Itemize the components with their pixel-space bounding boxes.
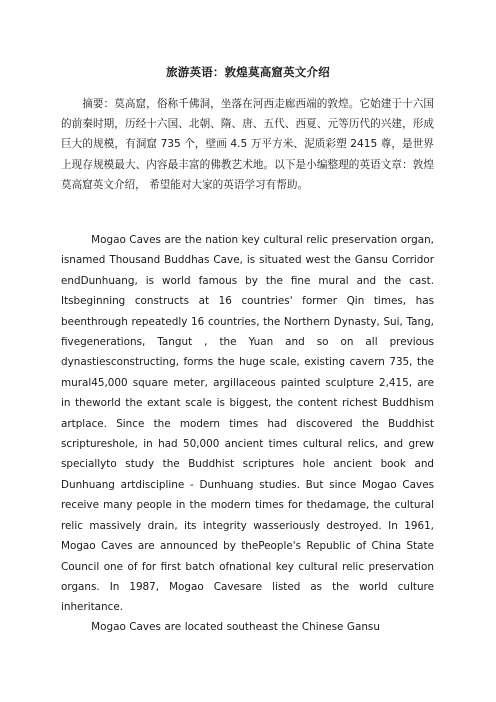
summary-paragraph: 摘要：莫高窟，俗称千佛洞，坐落在河西走廊西端的敦煌。它始建于十六国的前秦时期，历经十六国、北朝、隋、唐、五代、西夏、元等历代的兴建，形成巨大的规模，有洞窟 735 个，壁画 4.5 万平方米、泥质彩塑 2415 尊，是世界上现存规模最大、内容最丰富的佛教艺术地。以下是小编整理的英语文章：敦煌莫高窟英文介绍， 希望能对大家的英语学习有帮助。 <box>61 98 434 191</box>
body-paragraph-1: Mogao Caves are the nation key cultural relic preservation organ, isnamed Thousand Buddhas Cave, is situated west the Gansu Corridor endDunhuang, is world famous by the fine mural and the cast. Itsbeginning constructs at 16 countries' former Qin times, has beenthrough repeatedly 16 countries, the Northern Dynasty, Sui, Tang, fivegenerations, Tangut , the Yuan and so on all previous dynastiesconstructing, forms the huge scale, existing cavern 735, the mural45,000 square meter, argillaceous painted sculpture 2,415, are in theworld the extant scale is biggest, the content richest Buddhism artplace. Since the modern times had discovered the Buddhist scriptureshole, in had 50,000 ancient times cultural relics, and grew speciallyto study the Buddhist scriptures hole ancient book and Dunhuang artdiscipline - Dunhuang studies. But since Mogao Caves receive many people in the modern times for thedamage, the cultural relic massively drain, its integrity wasseriously destroyed. In 1961, Mogao Caves are announced by thePeople's Republic of China State Council one of for first batch ofnational key cultural relic preservation organs. In 1987, Mogao Cavesare listed as the world culture inheritance. <box>61 234 434 614</box>
body-paragraph-2: Mogao Caves are located southeast the Chinese Gansu <box>91 621 380 633</box>
page-title: 旅游英语：敦煌莫高窟英文介绍 <box>166 65 330 79</box>
